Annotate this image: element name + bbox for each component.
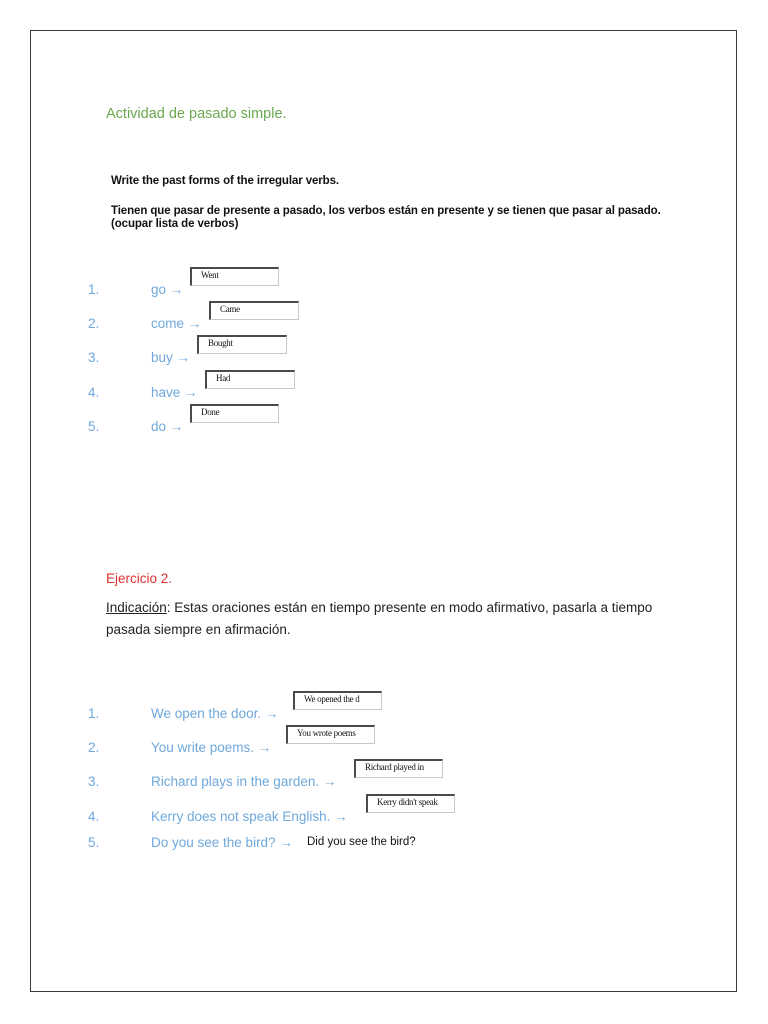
sentence-prompt: We open the door. →	[151, 706, 279, 721]
sentence-prompt: Kerry does not speak English. →	[151, 809, 348, 824]
instruction-english: Write the past forms of the irregular verbs.	[111, 175, 339, 187]
answer-field[interactable]: Came	[209, 301, 299, 320]
answer-field[interactable]: Done	[190, 404, 279, 423]
item-number: 2.	[88, 316, 100, 331]
verb-prompt: go →	[151, 282, 184, 297]
item-number: 3.	[88, 774, 100, 789]
verb-prompt: have →	[151, 385, 198, 400]
answer-field[interactable]: Kerry didn't speak	[366, 794, 455, 813]
indication-label: Indicación	[106, 600, 167, 615]
answer-field[interactable]: We opened the d	[293, 691, 382, 710]
instruction-spanish: Tienen que pasar de presente a pasado, los verbos están en presente y se tienen que pasar al pasado. (ocupar lista de verbos)	[111, 205, 661, 230]
item-number: 3.	[88, 350, 100, 365]
verb-prompt: buy →	[151, 350, 191, 365]
answer-field[interactable]: Went	[190, 267, 279, 286]
item-number: 4.	[88, 385, 100, 400]
sentence-prompt: Richard plays in the garden. →	[151, 774, 337, 789]
page-title: Actividad de pasado simple.	[106, 106, 287, 122]
sentence-prompt: You write poems. →	[151, 740, 272, 755]
indication-text: : Estas oraciones están en tiempo presente en modo afirmativo, pasarla a tiempo pasada siempre en afirmación.	[106, 600, 653, 637]
answer-field[interactable]: Richard played in	[354, 759, 443, 778]
answer-text: Did you see the bird?	[307, 836, 416, 848]
exercise2-indication	[106, 597, 666, 641]
item-number: 1.	[88, 706, 100, 721]
answer-field[interactable]: Bought	[197, 335, 287, 354]
item-number: 1.	[88, 282, 100, 297]
item-number: 2.	[88, 740, 100, 755]
exercise2-heading: Ejercicio 2.	[106, 571, 173, 586]
item-number: 5.	[88, 419, 100, 434]
answer-field[interactable]: Had	[205, 370, 295, 389]
item-number: 4.	[88, 809, 100, 824]
answer-field[interactable]: You wrote poems	[286, 725, 375, 744]
sentence-prompt: Do you see the bird? →	[151, 835, 293, 850]
verb-prompt: come →	[151, 316, 202, 331]
item-number: 5.	[88, 835, 100, 850]
verb-prompt: do →	[151, 419, 184, 434]
